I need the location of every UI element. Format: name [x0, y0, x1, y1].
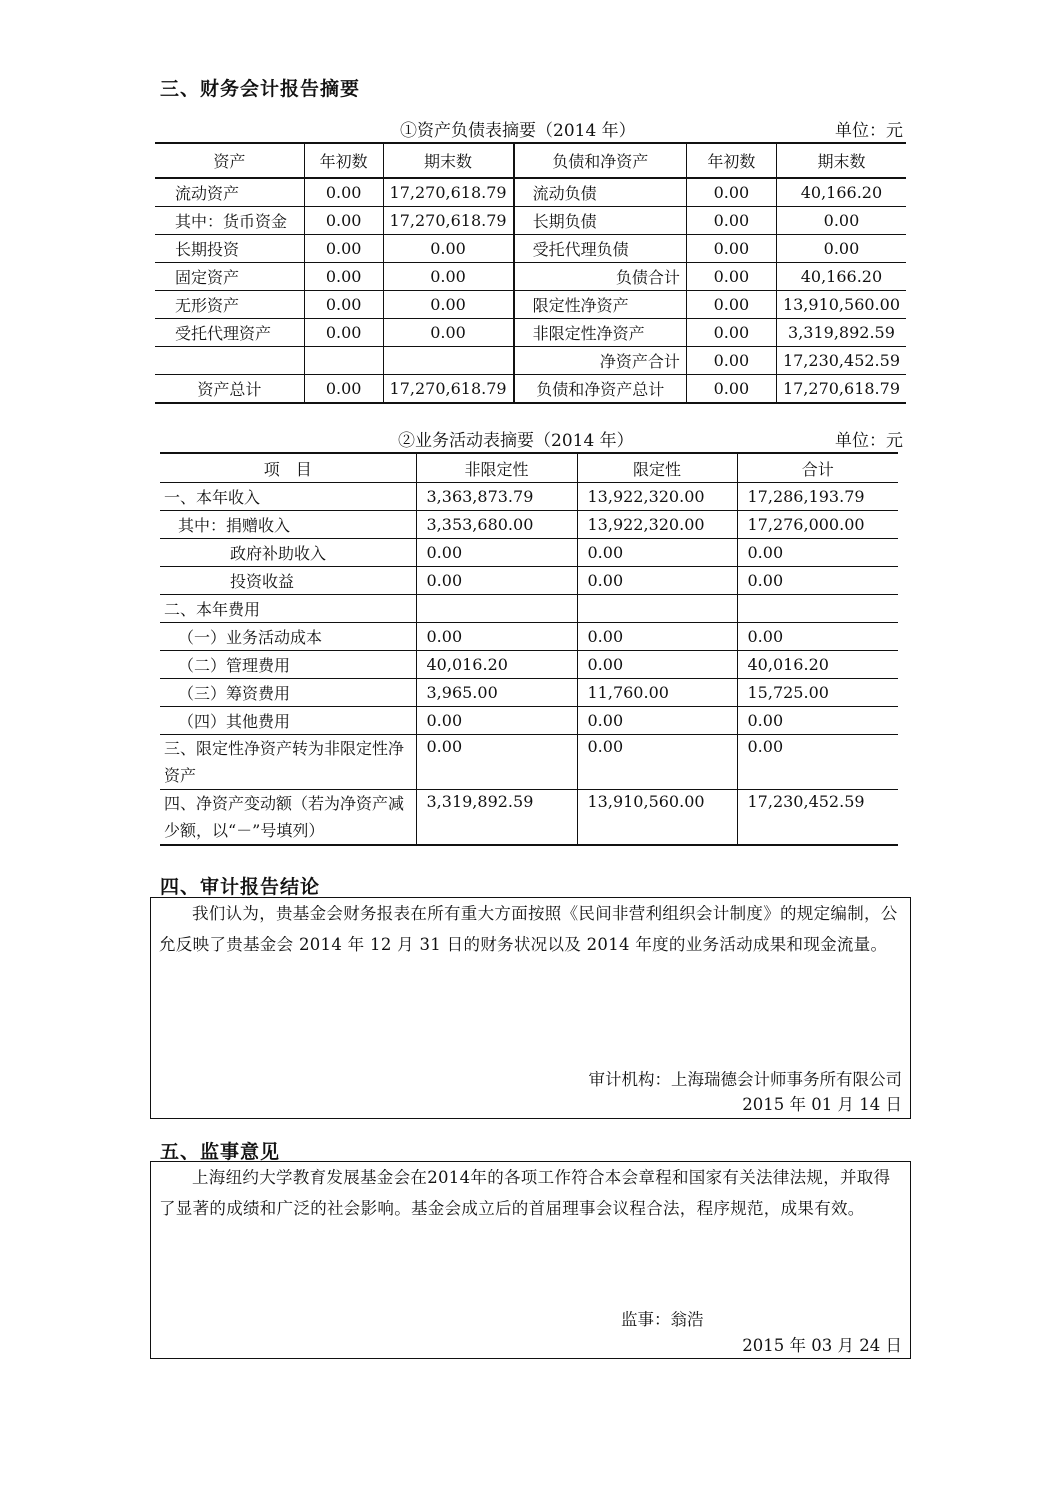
table-cell: 受托代理负债: [514, 235, 687, 263]
table-cell: 一、本年收入: [160, 483, 416, 511]
table-row: [155, 291, 906, 319]
table-cell: 0.00: [304, 291, 383, 319]
header-cell: 合计: [737, 453, 898, 483]
header-cell: 非限定性: [416, 453, 577, 483]
table-cell: 0.00: [383, 263, 514, 291]
table-cell: 17,276,000.00: [737, 511, 898, 539]
table-cell: 0.00: [577, 651, 737, 679]
table-cell: （三）筹资费用: [160, 679, 416, 707]
table-row: [160, 511, 898, 539]
table-cell: 17,270,618.79: [383, 178, 514, 207]
table-cell: 负债和净资产总计: [514, 375, 687, 404]
table-cell: 40,166.20: [776, 178, 906, 207]
table-cell: 0.00: [304, 375, 383, 404]
table-row: [160, 595, 898, 623]
activity-caption: ②业务活动表摘要（2014 年）: [398, 431, 634, 451]
table-cell: 15,725.00: [737, 679, 898, 707]
table-cell: 非限定性净资产: [514, 319, 687, 347]
table-cell: [737, 595, 898, 623]
table-cell: 40,016.20: [737, 651, 898, 679]
table-cell: 0.00: [577, 567, 737, 595]
table-cell: 0.00: [686, 347, 776, 375]
table-cell: [416, 595, 577, 623]
table-cell: 流动负债: [514, 178, 687, 207]
table-cell: 0.00: [416, 623, 577, 651]
table-row: [160, 567, 898, 595]
table-cell: 0.00: [577, 539, 737, 567]
table-cell: 限定性净资产: [514, 291, 687, 319]
table-cell: 0.00: [304, 263, 383, 291]
table-cell: 3,353,680.00: [416, 511, 577, 539]
section-5-title: 五、监事意见: [160, 1141, 281, 1163]
table-cell: [577, 595, 737, 623]
table-cell: （二）管理费用: [160, 651, 416, 679]
table-cell: 0.00: [383, 291, 514, 319]
table-cell: 0.00: [383, 319, 514, 347]
table-cell: 17,270,618.79: [776, 375, 906, 404]
audit-date: 2015 年 01 月 14 日: [742, 1095, 902, 1114]
table-cell: 受托代理资产: [155, 319, 304, 347]
table-row: [160, 790, 898, 846]
table-cell: 0.00: [686, 235, 776, 263]
table-cell: 3,319,892.59: [776, 319, 906, 347]
table-row: [160, 483, 898, 511]
table-cell: 0.00: [686, 178, 776, 207]
table-cell: 3,319,892.59: [416, 790, 577, 846]
table-row: [155, 207, 906, 235]
table-cell: 其中：捐赠收入: [160, 511, 416, 539]
table-cell: 17,270,618.79: [383, 375, 514, 404]
table-cell: 11,760.00: [577, 679, 737, 707]
table-cell: 0.00: [304, 319, 383, 347]
table-cell: 0.00: [304, 178, 383, 207]
table-cell: 政府补助收入: [160, 539, 416, 567]
table-row: [155, 319, 906, 347]
header-cell: 负债和净资产: [514, 143, 687, 178]
table-row: [155, 263, 906, 291]
table-row: [155, 178, 906, 207]
table-cell: 40,166.20: [776, 263, 906, 291]
table-cell: 17,270,618.79: [383, 207, 514, 235]
table-cell: 0.00: [577, 707, 737, 735]
table-row: [160, 651, 898, 679]
header-cell: 项 目: [263, 459, 312, 479]
table-cell: 0.00: [686, 207, 776, 235]
table-cell: 0.00: [737, 735, 898, 790]
table-cell: （四）其他费用: [160, 707, 416, 735]
table-cell: 0.00: [577, 735, 737, 790]
table-cell: 负债合计: [514, 263, 687, 291]
table-cell: 17,230,452.59: [776, 347, 906, 375]
table-cell: 二、本年费用: [160, 595, 416, 623]
table-row: [160, 539, 898, 567]
supervisor-opinion-text: 上海纽约大学教育发展基金会在2014年的各项工作符合本会章程和国家有关法律法规，并取得了显著的成绩和广泛的社会影响。基金会成立后的首届理事会议程合法，程序规范，成果有效。: [159, 1168, 891, 1218]
table-cell: 固定资产: [155, 263, 304, 291]
audit-conclusion-text: 我们认为，贵基金会财务报表在所有重大方面按照《民间非营利组织会计制度》的规定编制，公允反映了贵基金会 2014 年 12 月 31 日的财务状况以及 2014 年度的业务活动成果和现金流量。: [159, 904, 898, 954]
table-row: [155, 347, 906, 375]
header-cell: 年初数: [304, 143, 383, 178]
table-header-row: [160, 453, 898, 483]
header-cell: 期末数: [776, 143, 906, 178]
supervisor-opinion-box: [150, 1161, 911, 1359]
table-cell: 13,922,320.00: [577, 511, 737, 539]
table-cell: 四、净资产变动额（若为净资产减少额，以“－”号填列）: [160, 790, 416, 846]
table-cell: 投资收益: [160, 567, 416, 595]
table-cell: 40,016.20: [416, 651, 577, 679]
table-cell: 资产总计: [155, 375, 304, 404]
table-cell: 长期负债: [514, 207, 687, 235]
table-cell: 0.00: [737, 707, 898, 735]
table-header-row: [155, 143, 906, 178]
supervisor-name: 监事：翁浩: [621, 1310, 704, 1329]
table-cell: 13,922,320.00: [577, 483, 737, 511]
header-cell: 期末数: [383, 143, 514, 178]
table-cell: 流动资产: [155, 178, 304, 207]
table-cell: 0.00: [737, 539, 898, 567]
table-cell: 17,230,452.59: [737, 790, 898, 846]
table-row: [160, 707, 898, 735]
table-cell: 13,910,560.00: [577, 790, 737, 846]
table-cell: [383, 347, 514, 375]
supervisor-date: 2015 年 03 月 24 日: [742, 1336, 902, 1355]
activity-table: [160, 452, 898, 846]
table-cell: 0.00: [686, 375, 776, 404]
table-cell: 0.00: [686, 263, 776, 291]
table-cell: 净资产合计: [514, 347, 687, 375]
table-cell: 0.00: [737, 623, 898, 651]
table-row: [160, 623, 898, 651]
balance-sheet-table: [155, 142, 906, 404]
table-cell: 0.00: [416, 567, 577, 595]
table-cell: 三、限定性净资产转为非限定性净资产: [160, 735, 416, 790]
table-cell: 0.00: [304, 235, 383, 263]
table-cell: 0.00: [686, 291, 776, 319]
table-cell: 0.00: [416, 707, 577, 735]
table-row: [160, 679, 898, 707]
table-cell: 0.00: [776, 207, 906, 235]
table-cell: 17,286,193.79: [737, 483, 898, 511]
section-3-title: 三、财务会计报告摘要: [160, 78, 361, 100]
header-cell: 年初数: [686, 143, 776, 178]
audit-conclusion-box: [150, 897, 911, 1119]
table-cell: 13,910,560.00: [776, 291, 906, 319]
header-cell: 资产: [155, 143, 304, 178]
table-cell: [304, 347, 383, 375]
section-4-title: 四、审计报告结论: [160, 876, 321, 898]
header-cell: 限定性: [577, 453, 737, 483]
audit-org: 审计机构：上海瑞德会计师事务所有限公司: [588, 1070, 902, 1089]
table-cell: 长期投资: [155, 235, 304, 263]
table-cell: （一）业务活动成本: [160, 623, 416, 651]
table-cell: 3,363,873.79: [416, 483, 577, 511]
table-cell: 0.00: [577, 623, 737, 651]
table-cell: 0.00: [304, 207, 383, 235]
table-cell: 0.00: [737, 567, 898, 595]
table-cell: 0.00: [416, 539, 577, 567]
table-row: [155, 375, 906, 404]
table-cell: 0.00: [383, 235, 514, 263]
table-cell: 0.00: [416, 735, 577, 790]
table-row: [160, 735, 898, 790]
table-cell: [155, 347, 304, 375]
table-cell: 0.00: [686, 319, 776, 347]
table-cell: 3,965.00: [416, 679, 577, 707]
table-cell: 无形资产: [155, 291, 304, 319]
table-row: [155, 235, 906, 263]
activity-unit: 单位：元: [835, 431, 903, 451]
balance-caption: ①资产负债表摘要（2014 年）: [400, 121, 636, 141]
table-cell: 其中：货币资金: [155, 207, 304, 235]
table-cell: 0.00: [776, 235, 906, 263]
balance-unit: 单位：元: [835, 121, 903, 141]
